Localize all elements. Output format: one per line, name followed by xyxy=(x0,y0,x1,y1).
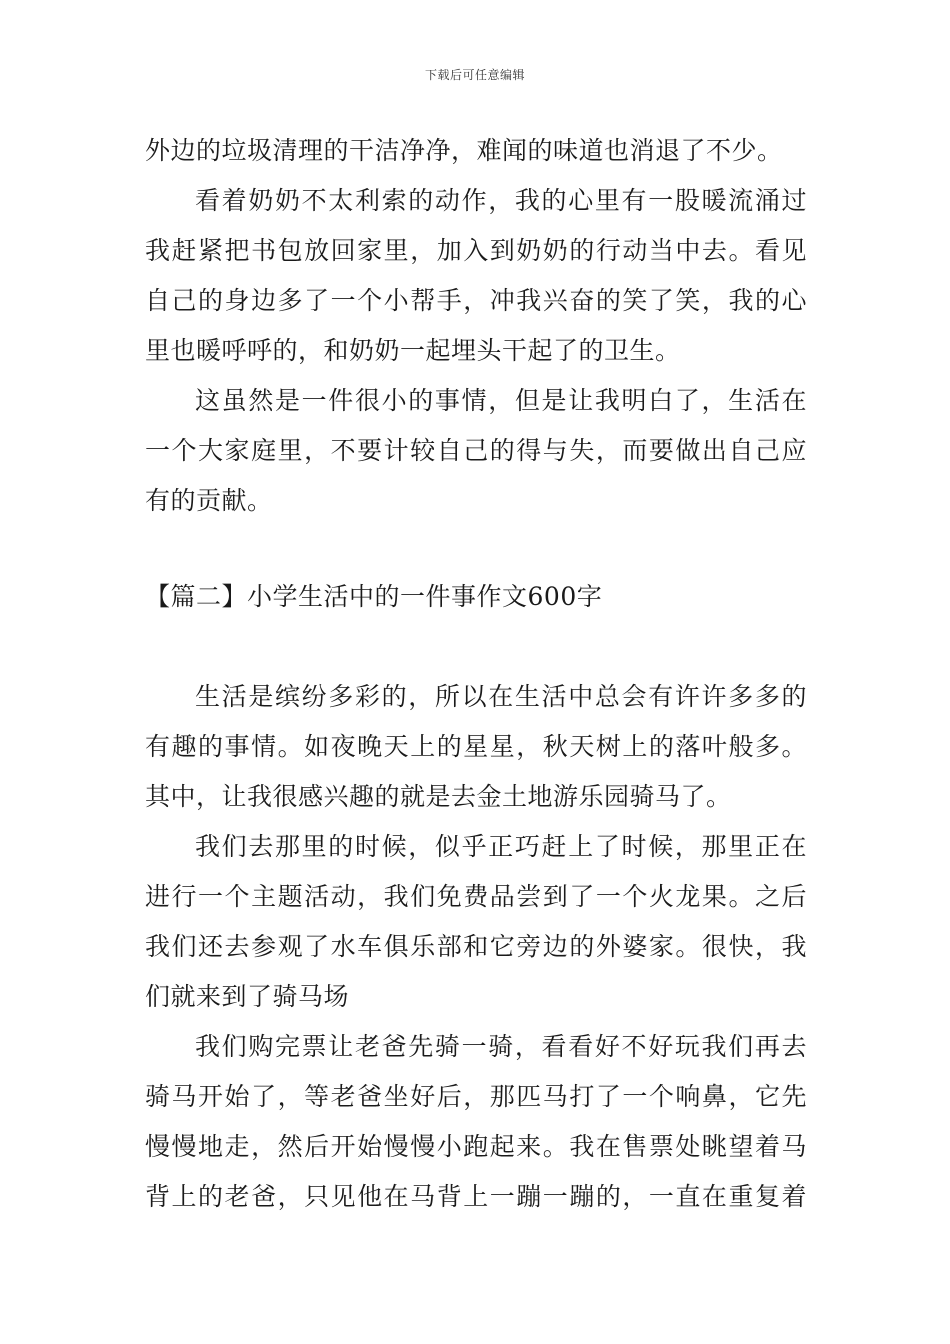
text-line: 有趣的事情。如夜晚天上的星星，秋天树上的落叶般多。 xyxy=(145,732,807,761)
text-line: 骑马开始了，等老爸坐好后，那匹马打了一个响鼻，它先 xyxy=(145,1082,807,1111)
header-note: 下载后可任意编辑 xyxy=(424,68,525,82)
paragraph xyxy=(145,176,807,376)
text-line: 慢慢地走，然后开始慢慢小跑起来。我在售票处眺望着马 xyxy=(145,1132,807,1161)
document-body xyxy=(145,126,807,1222)
paragraph xyxy=(145,672,807,822)
paragraph xyxy=(145,822,807,1022)
text-line: 们就来到了骑马场 xyxy=(145,982,350,1011)
section-heading: 【篇二】小学生活中的一件事作文600字 xyxy=(145,582,603,611)
text-line: 有的贡献。 xyxy=(145,486,273,515)
text-line: 里也暖呼呼的，和奶奶一起埋头干起了的卫生。 xyxy=(145,336,681,365)
paragraph xyxy=(145,1022,807,1222)
text-line: 我赶紧把书包放回家里，加入到奶奶的行动当中去。看见 xyxy=(145,236,807,265)
text-line: 其中，让我很感兴趣的就是去金土地游乐园骑马了。 xyxy=(145,782,732,811)
text-line: 我们还去参观了水车俱乐部和它旁边的外婆家。很快，我 xyxy=(145,932,807,961)
paragraph xyxy=(145,126,807,176)
text-line: 生活是缤纷多彩的，所以在生活中总会有许许多多的 xyxy=(195,682,807,711)
text-line: 自己的身边多了一个小帮手，冲我兴奋的笑了笑，我的心 xyxy=(145,286,807,315)
text-line: 一个大家庭里，不要计较自己的得与失，而要做出自己应 xyxy=(145,436,807,465)
text-line: 我们购完票让老爸先骑一骑，看看好不好玩我们再去 xyxy=(195,1032,807,1061)
text-line: 进行一个主题活动，我们免费品尝到了一个火龙果。之后 xyxy=(145,882,807,911)
heading-spacer xyxy=(145,622,807,672)
text-line: 我们去那里的时候，似乎正巧赶上了时候，那里正在 xyxy=(195,832,807,861)
text-line: 看着奶奶不太利索的动作，我的心里有一股暖流涌过 xyxy=(195,186,807,215)
text-line: 外边的垃圾清理的干洁净净，难闻的味道也消退了不少。 xyxy=(145,136,783,165)
text-line: 这虽然是一件很小的事情，但是让我明白了，生活在 xyxy=(195,386,807,415)
text-line: 背上的老爸，只见他在马背上一蹦一蹦的，一直在重复着 xyxy=(145,1182,807,1211)
section-spacer xyxy=(145,526,807,572)
paragraph xyxy=(145,376,807,526)
